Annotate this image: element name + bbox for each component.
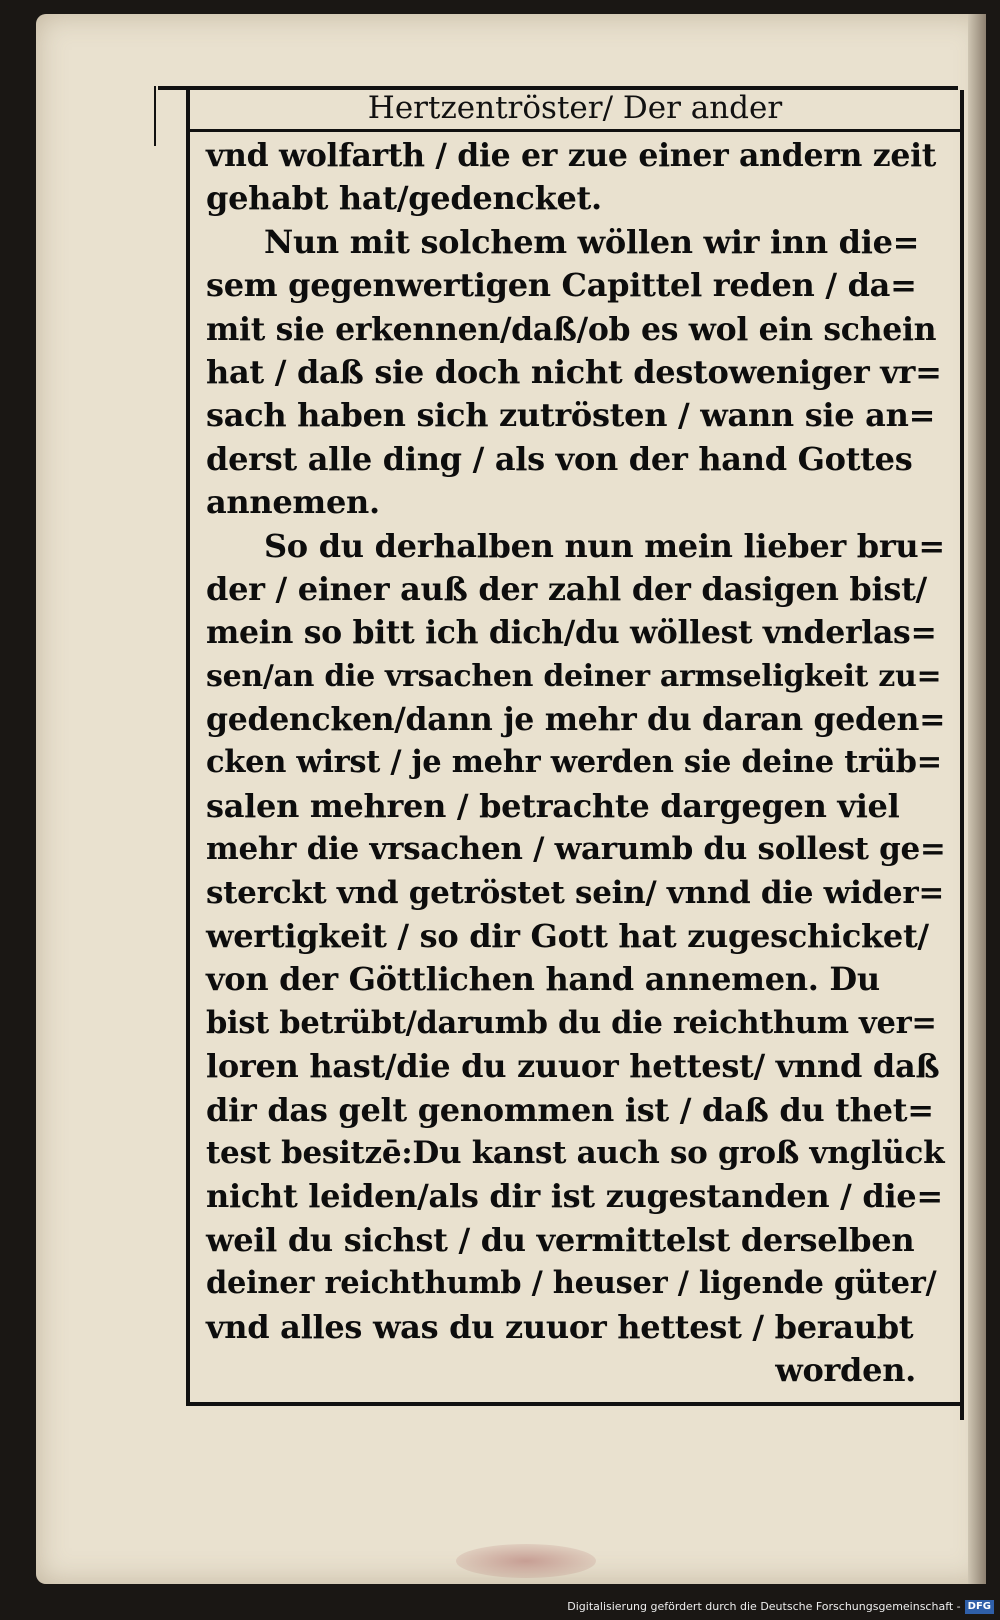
text-line: mein so bitt ich dich/du wöllest vnderlas= xyxy=(206,614,937,652)
text-line: wertigkeit / so dir Gott hat zugeschicket/ xyxy=(206,917,929,956)
running-head-rule xyxy=(190,129,960,132)
text-line: bist betrübt/darumb du die reichthum ver= xyxy=(206,1004,937,1041)
frame-left-outer-rule xyxy=(154,86,156,146)
text-line: So du derhalben nun mein lieber bru= xyxy=(264,526,945,565)
text-line: weil du sichst / du vermittelst derselben xyxy=(206,1220,915,1259)
frame-right-rule xyxy=(960,90,964,1420)
running-head: Hertzentröster/ Der ander xyxy=(367,90,783,126)
text-line: hat / daß sie doch nicht destoweniger vr= xyxy=(206,352,942,391)
text-line: vnd alles was du zuuor hettest / beraubt xyxy=(206,1307,914,1346)
body-text xyxy=(206,134,946,1392)
frame-bottom-rule xyxy=(186,1402,964,1406)
text-line: sach haben sich zutrösten / wann sie an= xyxy=(206,396,936,435)
text-line: gedencken/dann je mehr du daran geden= xyxy=(206,701,946,739)
text-line: der / einer auß der zahl der dasigen bist/ xyxy=(206,569,927,608)
page-stain xyxy=(456,1544,596,1578)
text-line: mehr die vrsachen / warumb du sollest ge= xyxy=(206,831,946,868)
text-line: loren hast/die du zuuor hettest/ vnnd daß xyxy=(206,1047,940,1086)
text-line: worden. xyxy=(775,1350,916,1389)
text-line: annemen. xyxy=(206,483,380,522)
credit-text: Digitalisierung gefördert durch die Deutsche Forschungsgemeinschaft - xyxy=(567,1600,961,1613)
text-line: gehabt hat/gedencket. xyxy=(206,179,602,218)
digitization-credit xyxy=(567,1598,994,1616)
text-line: sem gegenwertigen Capittel reden / da= xyxy=(206,266,917,305)
text-line: derst alle ding / als von der hand Gottes xyxy=(206,439,913,478)
text-line: von der Göttlichen hand annemen. Du xyxy=(206,960,880,999)
page-edge xyxy=(968,14,986,1584)
frame-left-rule xyxy=(186,86,190,1406)
text-line: sen/an die vrsachen deiner armseligkeit zu= xyxy=(206,658,942,694)
text-line: test besitzē:Du kanst auch so groß vnglück xyxy=(206,1134,945,1171)
text-line: nicht leiden/als dir ist zugestanden / die= xyxy=(206,1177,943,1216)
text-line: cken wirst / je mehr werden sie deine trüb= xyxy=(206,744,942,781)
text-line: Nun mit solchem wöllen wir inn die= xyxy=(264,222,920,261)
text-line: deiner reichthumb / heuser / ligende güter/ xyxy=(206,1265,937,1302)
text-line: mit sie erkennen/daß/ob es wol ein schein xyxy=(206,310,937,348)
dfg-logo: DFG xyxy=(965,1600,994,1614)
text-line: sterckt vnd getröstet sein/ vnnd die wider= xyxy=(206,874,945,911)
text-line: dir das gelt genommen ist / daß du thet= xyxy=(206,1090,934,1129)
text-line: salen mehren / betrachte dargegen viel xyxy=(206,786,900,825)
text-line: vnd wolfarth / die er zue einer andern zeit xyxy=(206,137,937,174)
